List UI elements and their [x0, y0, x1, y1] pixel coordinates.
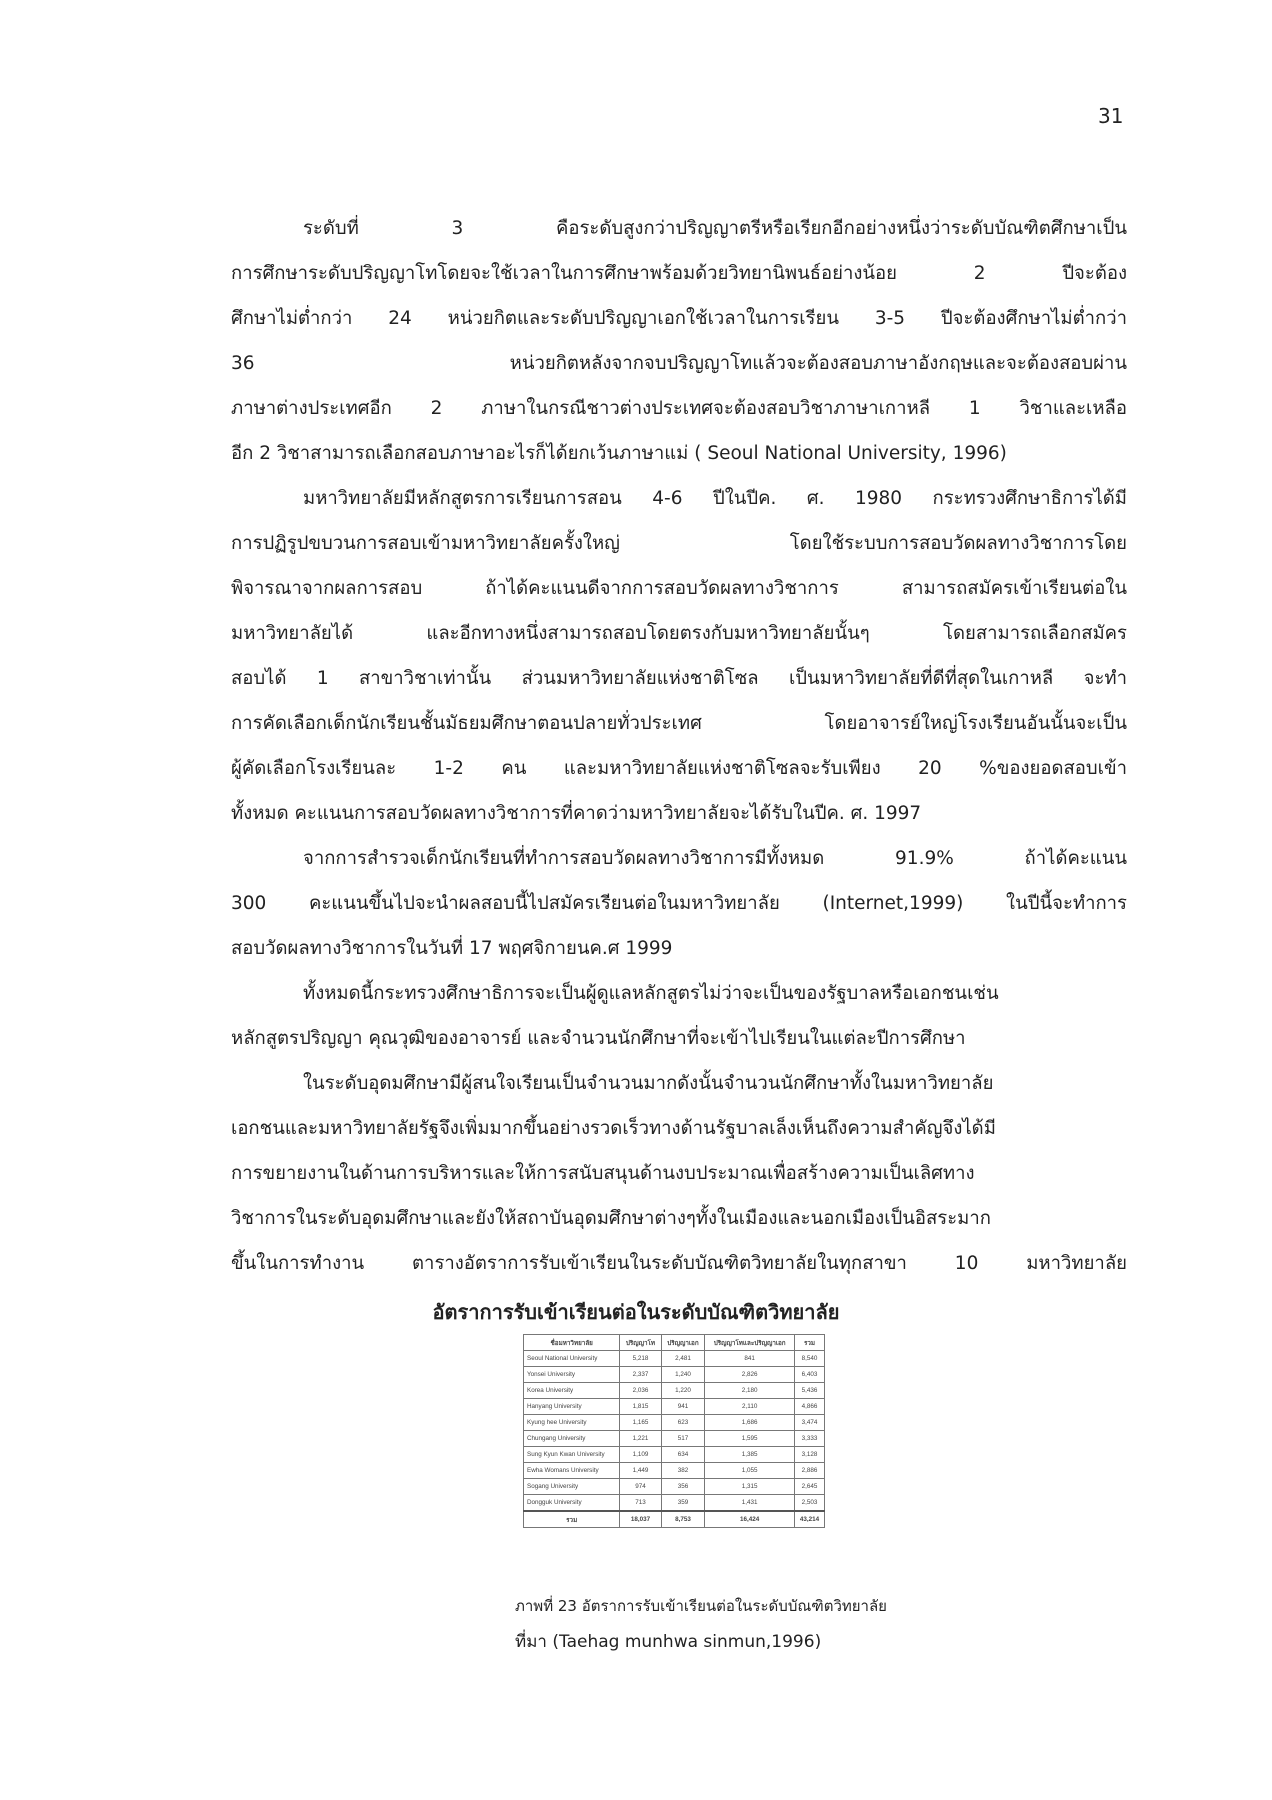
table-cell: 2,645	[795, 1479, 825, 1495]
table-cell: Sogang University	[524, 1479, 620, 1495]
table-row	[524, 1479, 825, 1495]
text-line: ในระดับอุดมศึกษามีผู้สนใจเรียนเป็นจำนวนมากดังนั้นจำนวนนักศึกษาทั้งในมหาวิทยาลัย	[303, 1073, 994, 1094]
figure-caption: ภาพที่ 23 อัตราการรับเข้าเรียนต่อในระดับบัณฑิตวิทยาลัย	[515, 1597, 887, 1615]
table-cell: Dongguk University	[524, 1495, 620, 1512]
table-cell: Sung Kyun Kwan University	[524, 1447, 620, 1463]
table-cell: 1,431	[705, 1495, 795, 1512]
text-line: ศึกษาไม่ต่ำกว่า 24 หน่วยกิตและระดับปริญญาเอกใช้เวลาในการเรียน 3-5 ปีจะต้องศึกษาไม่ต่ำกว่า	[231, 308, 1127, 329]
table-cell: รวม	[524, 1511, 620, 1528]
column-header: ปริญญาโทและปริญญาเอก	[705, 1335, 795, 1351]
table-cell: 1,686	[705, 1415, 795, 1431]
table-total-row	[524, 1511, 825, 1528]
table-cell: 3,474	[795, 1415, 825, 1431]
table-cell: 2,481	[661, 1351, 705, 1367]
table-cell: Hanyang University	[524, 1399, 620, 1415]
table-cell: 841	[705, 1351, 795, 1367]
table-row	[524, 1351, 825, 1367]
table-cell: 941	[661, 1399, 705, 1415]
table-cell: 1,449	[620, 1463, 661, 1479]
text-line: สอบได้ 1 สาขาวิชาเท่านั้น ส่วนมหาวิทยาลัยแห่งชาติโซล เป็นมหาวิทยาลัยที่ดีที่สุดในเกาหลี จะทำ	[231, 668, 1127, 689]
table-cell: 2,337	[620, 1367, 661, 1383]
table-row	[524, 1415, 825, 1431]
table-cell: 43,214	[795, 1511, 825, 1528]
figure-source: ที่มา (Taehag munhwa sinmun,1996)	[515, 1632, 822, 1652]
table-cell: 3,128	[795, 1447, 825, 1463]
text-line: การปฏิรูปขบวนการสอบเข้ามหาวิทยาลัยครั้งใหญ่ โดยใช้ระบบการสอบวัดผลทางวิชาการโดย	[231, 533, 1127, 554]
text-line: พิจารณาจากผลการสอบ ถ้าได้คะแนนดีจากการสอบวัดผลทางวิชาการ สามารถสมัครเข้าเรียนต่อใน	[231, 578, 1127, 599]
table-cell: Yonsei University	[524, 1367, 620, 1383]
table-cell: 5,218	[620, 1351, 661, 1367]
text-line: มหาวิทยาลัยมีหลักสูตรการเรียนการสอน 4-6 ปีในปีค. ศ. 1980 กระทรวงศึกษาธิการได้มี	[303, 488, 1127, 509]
table-row	[524, 1447, 825, 1463]
text-line: เอกชนและมหาวิทยาลัยรัฐจึงเพิ่มมากขึ้นอย่างรวดเร็วทางด้านรัฐบาลเล็งเห็นถึงความสำคัญจึงได้มี	[231, 1118, 996, 1139]
table-cell: 713	[620, 1495, 661, 1512]
text-line: วิชาการในระดับอุดมศึกษาและยังให้สถาบันอุดมศึกษาต่างๆทั้งในเมืองและนอกเมืองเป็นอิสระมาก	[231, 1208, 991, 1229]
table-cell: 16,424	[705, 1511, 795, 1528]
table-cell: 1,220	[661, 1383, 705, 1399]
table-cell: 1,595	[705, 1431, 795, 1447]
table-row	[524, 1463, 825, 1479]
table-cell: 1,385	[705, 1447, 795, 1463]
table-cell: 2,826	[705, 1367, 795, 1383]
column-header: ชื่อมหาวิทยาลัย	[524, 1335, 620, 1351]
table-cell: 382	[661, 1463, 705, 1479]
table-cell: Ewha Womans University	[524, 1463, 620, 1479]
table-cell: Korea University	[524, 1383, 620, 1399]
table-header-row	[524, 1335, 825, 1351]
table-cell: Chungang University	[524, 1431, 620, 1447]
text-line: ผู้คัดเลือกโรงเรียนละ 1-2 คน และมหาวิทยาลัยแห่งชาติโซลจะรับเพียง 20 %ของยอดสอบเข้า	[231, 758, 1127, 779]
text-line: 300 คะแนนขึ้นไปจะนำผลสอบนี้ไปสมัครเรียนต่อในมหาวิทยาลัย (Internet,1999) ในปีนี้จะทำการ	[231, 893, 1127, 914]
table-row	[524, 1399, 825, 1415]
text-line: อีก 2 วิชาสามารถเลือกสอบภาษาอะไรก็ได้ยกเว้นภาษาแม่ ( Seoul National University, 1996)	[231, 443, 1007, 464]
table-cell: 1,221	[620, 1431, 661, 1447]
text-line: ระดับที่ 3 คือระดับสูงกว่าปริญญาตรีหรือเรียกอีกอย่างหนึ่งว่าระดับบัณฑิตศึกษาเป็น	[303, 218, 1127, 239]
table-cell: 2,503	[795, 1495, 825, 1512]
body-text	[231, 206, 1127, 1286]
table-cell: 18,037	[620, 1511, 661, 1528]
text-line: ทั้งหมด คะแนนการสอบวัดผลทางวิชาการที่คาดว่ามหาวิทยาลัยจะได้รับในปีค. ศ. 1997	[231, 803, 922, 824]
text-line: หลักสูตรปริญญา คุณวุฒิของอาจารย์ และจำนวนนักศึกษาที่จะเข้าไปเรียนในแต่ละปีการศึกษา	[231, 1028, 966, 1049]
table-cell: 5,436	[795, 1383, 825, 1399]
text-line: จากการสำรวจเด็กนักเรียนที่ทำการสอบวัดผลทางวิชาการมีทั้งหมด 91.9% ถ้าได้คะแนน	[303, 848, 1127, 869]
table-cell: 3,333	[795, 1431, 825, 1447]
text-line: การขยายงานในด้านการบริหารและให้การสนับสนุนด้านงบประมาณเพื่อสร้างความเป็นเลิศทาง	[231, 1163, 975, 1184]
table-cell: 1,315	[705, 1479, 795, 1495]
table-cell: 2,180	[705, 1383, 795, 1399]
column-header: ปริญญาเอก	[661, 1335, 705, 1351]
page-number: 31	[1098, 104, 1124, 128]
table-cell: 1,815	[620, 1399, 661, 1415]
table-row	[524, 1367, 825, 1383]
table-row	[524, 1383, 825, 1399]
table-cell: Kyung hee University	[524, 1415, 620, 1431]
text-line: ภาษาต่างประเทศอีก 2 ภาษาในกรณีชาวต่างประเทศจะต้องสอบวิชาภาษาเกาหลี 1 วิชาและเหลือ	[231, 398, 1127, 419]
text-line: การคัดเลือกเด็กนักเรียนชั้นมัธยมศึกษาตอนปลายทั่วประเทศ โดยอาจารย์ใหญ่โรงเรียนอันนั้นจะเป็น	[231, 713, 1127, 734]
text-line: 36 หน่วยกิตหลังจากจบปริญญาโทแล้วจะต้องสอบภาษาอังกฤษและจะต้องสอบผ่าน	[231, 353, 1127, 374]
table-cell: 2,110	[705, 1399, 795, 1415]
text-line: ขึ้นในการทำงาน ตารางอัตราการรับเข้าเรียนในระดับบัณฑิตวิทยาลัยในทุกสาขา 10 มหาวิทยาลัย	[231, 1253, 1127, 1274]
table-cell: 517	[661, 1431, 705, 1447]
column-header: ปริญญาโท	[620, 1335, 661, 1351]
table-cell: 974	[620, 1479, 661, 1495]
text-line: ทั้งหมดนี้กระทรวงศึกษาธิการจะเป็นผู้ดูแลหลักสูตรไม่ว่าจะเป็นของรัฐบาลหรือเอกชนเช่น	[303, 983, 999, 1004]
table-cell: 8,753	[661, 1511, 705, 1528]
table-cell: 1,240	[661, 1367, 705, 1383]
table-cell: 8,540	[795, 1351, 825, 1367]
admission-table	[523, 1334, 825, 1528]
table-cell: 356	[661, 1479, 705, 1495]
table-cell: 623	[661, 1415, 705, 1431]
table-cell: 1,109	[620, 1447, 661, 1463]
table-cell: 2,036	[620, 1383, 661, 1399]
column-header: รวม	[795, 1335, 825, 1351]
table-cell: Seoul National University	[524, 1351, 620, 1367]
table-cell: 359	[661, 1495, 705, 1512]
table-cell: 4,866	[795, 1399, 825, 1415]
table-title: อัตราการรับเข้าเรียนต่อในระดับบัณฑิตวิทยาลัย	[432, 1300, 840, 1324]
text-line: มหาวิทยาลัยได้ และอีกทางหนึ่งสามารถสอบโดยตรงกับมหาวิทยาลัยนั้นๆ โดยสามารถเลือกสมัคร	[231, 623, 1127, 644]
text-line: การศึกษาระดับปริญญาโทโดยจะใช้เวลาในการศึกษาพร้อมด้วยวิทยานิพนธ์อย่างน้อย 2 ปีจะต้อง	[231, 263, 1127, 284]
table-cell: 1,165	[620, 1415, 661, 1431]
table-row	[524, 1495, 825, 1512]
table-row	[524, 1431, 825, 1447]
table-cell: 1,055	[705, 1463, 795, 1479]
text-line: สอบวัดผลทางวิชาการในวันที่ 17 พฤศจิกายนค.ศ 1999	[231, 938, 673, 959]
table-cell: 6,403	[795, 1367, 825, 1383]
table-cell: 634	[661, 1447, 705, 1463]
table-cell: 2,886	[795, 1463, 825, 1479]
